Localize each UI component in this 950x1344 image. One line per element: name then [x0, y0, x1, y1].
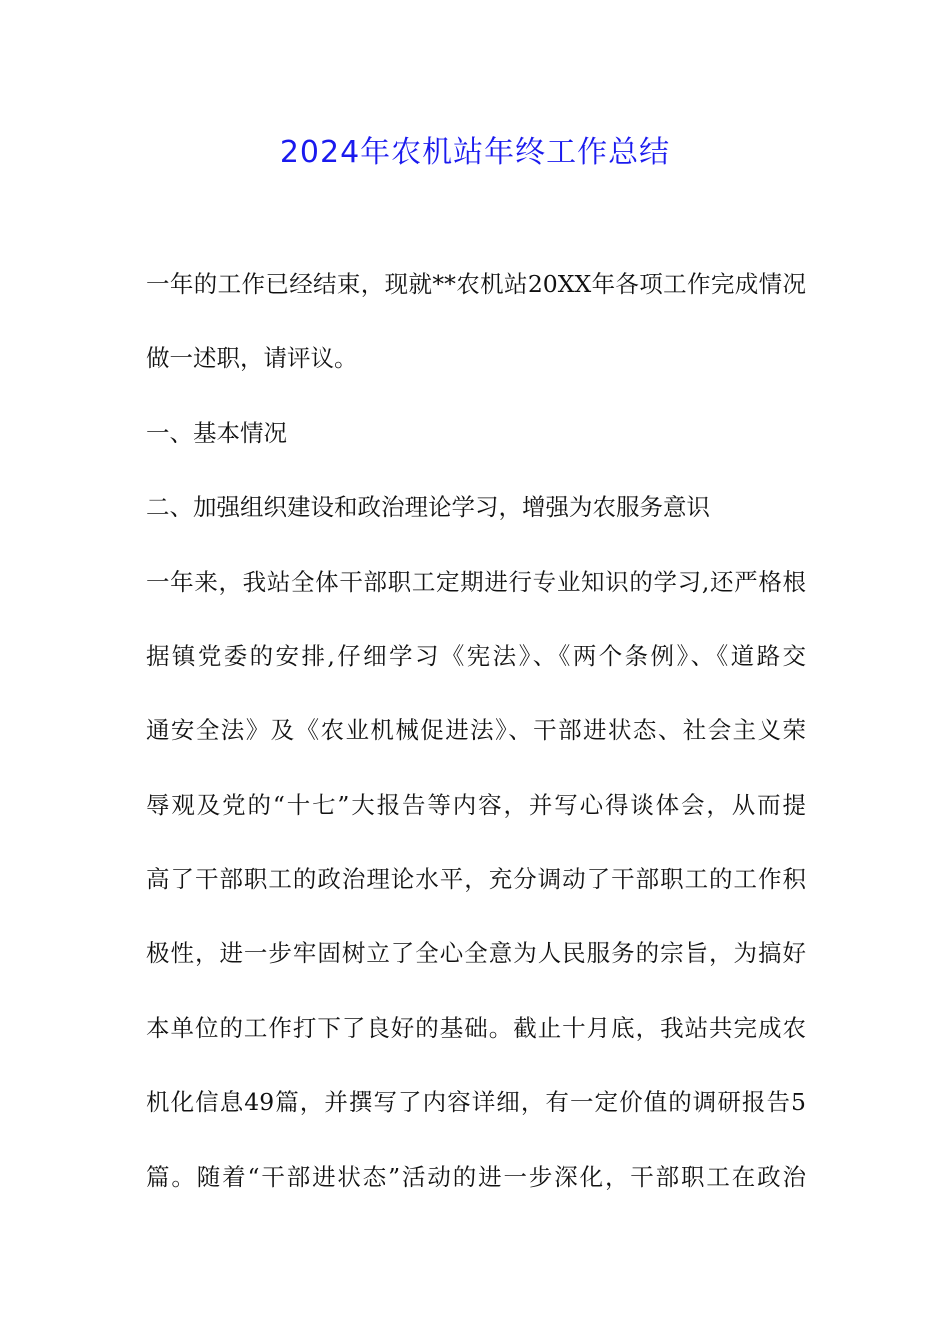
paragraph-line: 通安全法》及《农业机械促进法》、干部进状态、社会主义荣 [146, 716, 806, 744]
paragraph-line: 辱观及党的“十七”大报告等内容，并写心得谈体会，从而提 [146, 791, 806, 819]
section-heading-organization: 二、加强组织建设和政治理论学习，增强为农服务意识 [146, 493, 710, 521]
paragraph-line: 高了干部职工的政治理论水平，充分调动了干部职工的工作积 [146, 865, 806, 893]
paragraph-line: 做一述职，请评议。 [146, 344, 358, 372]
paragraph-line: 一年来，我站全体干部职工定期进行专业知识的学习,还严格根 [146, 568, 806, 596]
paragraph-line: 机化信息49篇，并撰写了内容详细，有一定价值的调研报告5 [146, 1088, 806, 1116]
paragraph-line: 一年的工作已经结束，现就**农机站20XX年各项工作完成情况 [146, 270, 806, 298]
paragraph-line: 据镇党委的安排,仔细学习《宪法》、《两个条例》、《道路交 [146, 642, 806, 670]
paragraph-line: 极性，进一步牢固树立了全心全意为人民服务的宗旨，为搞好 [146, 939, 806, 967]
paragraph-line: 篇。随着“干部进状态”活动的进一步深化，干部职工在政治 [146, 1163, 806, 1191]
document-title: 2024年农机站年终工作总结 [279, 135, 671, 170]
paragraph-line: 本单位的工作打下了良好的基础。截止十月底，我站共完成农 [146, 1014, 806, 1042]
section-heading-basic: 一、基本情况 [146, 419, 287, 447]
